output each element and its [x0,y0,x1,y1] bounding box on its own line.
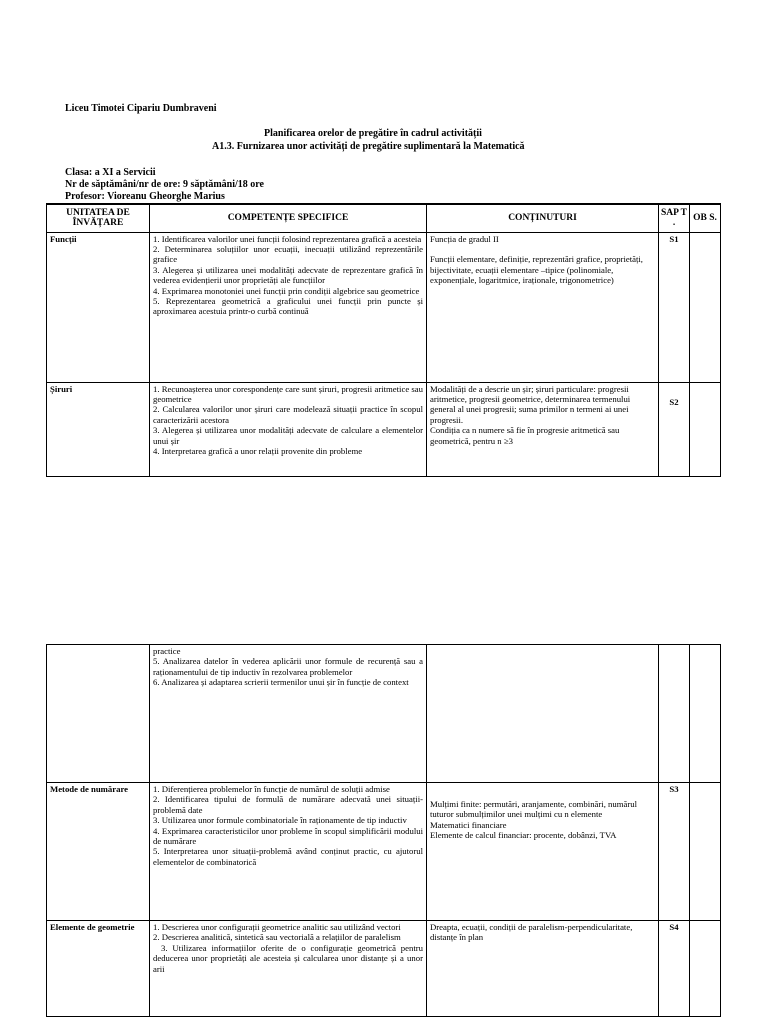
competence-item: 3. Alegerea și utilizarea unor modalități adecvate de calculare a elementelor unui șir [153,425,423,446]
competence-item: 3. Alegerea și utilizarea unei modalități adecvate de reprezentare grafică în vederea evidențierii unor proprietăți ale funcțiilor [153,264,423,286]
planning-table-page2 [46,644,721,1017]
competence-item: 1. Descrierea unor configurații geometrice analitic sau utilizând vectori [153,922,401,932]
class-line: Clasa: a XI a Servicii [65,167,156,178]
contents-cell [427,232,659,382]
unit-cell: Elemente de geometrie [47,921,150,1017]
unit-cell [47,645,150,783]
competence-item: 2. Identificarea tipului de formulă de numărare adecvată unei situații-problemă date [153,794,423,815]
competence-item: 5. Analizarea datelor în vederea aplicării unor formule de recurență sau a raționamentului de tip inductiv în rezolvarea problemelor [153,656,423,677]
header-week: SAP T . [659,204,690,232]
competence-item: 6. Analizarea și adaptarea scrierii termenilor unui șir în funcție de context [153,677,409,688]
table-row [47,783,721,921]
competence-item: 5. Interpretarea unor situații-problemă având conținut practic, cu ajutorul elementelor de combinatorică [153,846,423,867]
table-row [47,232,721,382]
content-item: Funcții elementare, definiție, reprezentări grafice, proprietăți, bijectivitate, ecuații elementare –tipice (polinomiale, exponențiale, logaritmice, iraționale, trigonometrice) [430,254,643,286]
competence-item: 4. Interpretarea grafică a unor relații provenite din probleme [153,445,363,456]
competences-cell [150,232,427,382]
week-cell: S3 [659,783,690,921]
competence-item: 3. Utilizarea informațiilor oferite de o configurație geometrică pentru deducerea unor proprietăți ale acesteia și calcularea unor distanțe și a unor arii [153,942,423,974]
teacher-line: Profesor: Vioreanu Gheorghe Marius [65,191,225,202]
content-item: Elemente de calcul financiar: procente, dobânzi, TVA [430,830,617,841]
unit-cell: Șiruri [47,382,150,476]
contents-cell [427,783,659,921]
contents-cell [427,645,659,783]
plan-title: Planificarea orelor de pregătire în cadrul activității [264,128,482,139]
competence-item: 5. Reprezentarea geometrică a graficului unei funcții prin puncte și aproximarea acestuia printr-o curbă continuă [153,295,423,317]
table-row [47,921,721,1017]
table-row [47,382,721,476]
competences-cell [150,382,427,476]
competence-item: 2. Determinarea soluțiilor unor ecuații, inecuații utilizând reprezentările grafice [153,243,423,265]
competence-item: 1. Identificarea valorilor unei funcții folosind reprezentarea grafică a acesteia [153,233,422,244]
weeks-line: Nr de săptămâni/nr de ore: 9 săptămâni/18 ore [65,179,264,190]
competence-item: 1. Diferențierea problemelor în funcție de numărul de soluții admise [153,784,390,794]
competences-cell [150,645,427,783]
school-name: Liceu Timotei Cipariu Dumbraveni [65,103,217,114]
week-cell: S2 [659,382,690,476]
competence-item: 1. Recunoașterea unor corespondențe care sunt șiruri, progresii aritmetice sau geometrice [153,383,423,404]
obs-cell [690,382,721,476]
content-item: Condiția ca n numere să fie în progresie aritmetică sau geometrică, pentru n ≥3 [430,425,620,446]
planning-table-page1 [46,203,721,477]
obs-cell [690,921,721,1017]
content-spacer [430,244,655,254]
competence-item: 2. Calcularea valorilor unor șiruri care modelează situații practice în scopul caracterizării acestora [153,404,423,425]
content-item: Modalități de a descrie un șir; șiruri particulare: progresii aritmetice, progresii geometrice, determinarea termenului general al unei progresii; suma primilor n termeni ai unei progresii. [430,383,631,425]
obs-cell [690,645,721,783]
competence-item: 4. Exprimarea caracteristicilor unor probleme în scopul simplificării modului de numărare [153,825,423,847]
content-item: Dreapta, ecuații, condiții de paralelism-perpendicularitate, distanțe în plan [430,922,633,943]
week-cell: S1 [659,232,690,382]
content-item: Mulțimi finite: permutări, aranjamente, combinări, numărul tuturor submulțimilor unei mulțimi cu n elemente [430,799,637,820]
table-header-row [47,204,721,232]
competences-cell [150,921,427,1017]
plan-subtitle: A1.3. Furnizarea unor activități de pregătire suplimentară la Matematică [212,141,525,152]
week-cell: S4 [659,921,690,1017]
contents-cell [427,382,659,476]
obs-cell [690,232,721,382]
competence-item: practice [153,646,181,656]
header-obs: OB S. [690,204,721,232]
table-row [47,645,721,783]
unit-cell: Metode de numărare [47,783,150,921]
content-item: Matematici financiare [430,819,507,830]
week-cell [659,645,690,783]
competences-cell [150,783,427,921]
header-unit: UNITATEA DE ÎNVĂȚARE [47,204,150,232]
competence-item: 4. Exprimarea monotoniei unei funcții prin condiții algebrice sau geometrice [153,285,420,296]
unit-cell: Funcții [47,232,150,382]
contents-cell [427,921,659,1017]
header-competences: COMPETENȚE SPECIFICE [150,204,427,232]
competence-item: 2. Descrierea analitică, sintetică sau vectorială a relațiilor de paralelism [153,932,401,943]
competence-item: 3. Utilizarea unor formule combinatoriale în raționamente de tip inductiv [153,815,407,826]
header-contents: CONȚINUTURI [427,204,659,232]
content-item: Funcția de gradul II [430,233,499,244]
obs-cell [690,783,721,921]
